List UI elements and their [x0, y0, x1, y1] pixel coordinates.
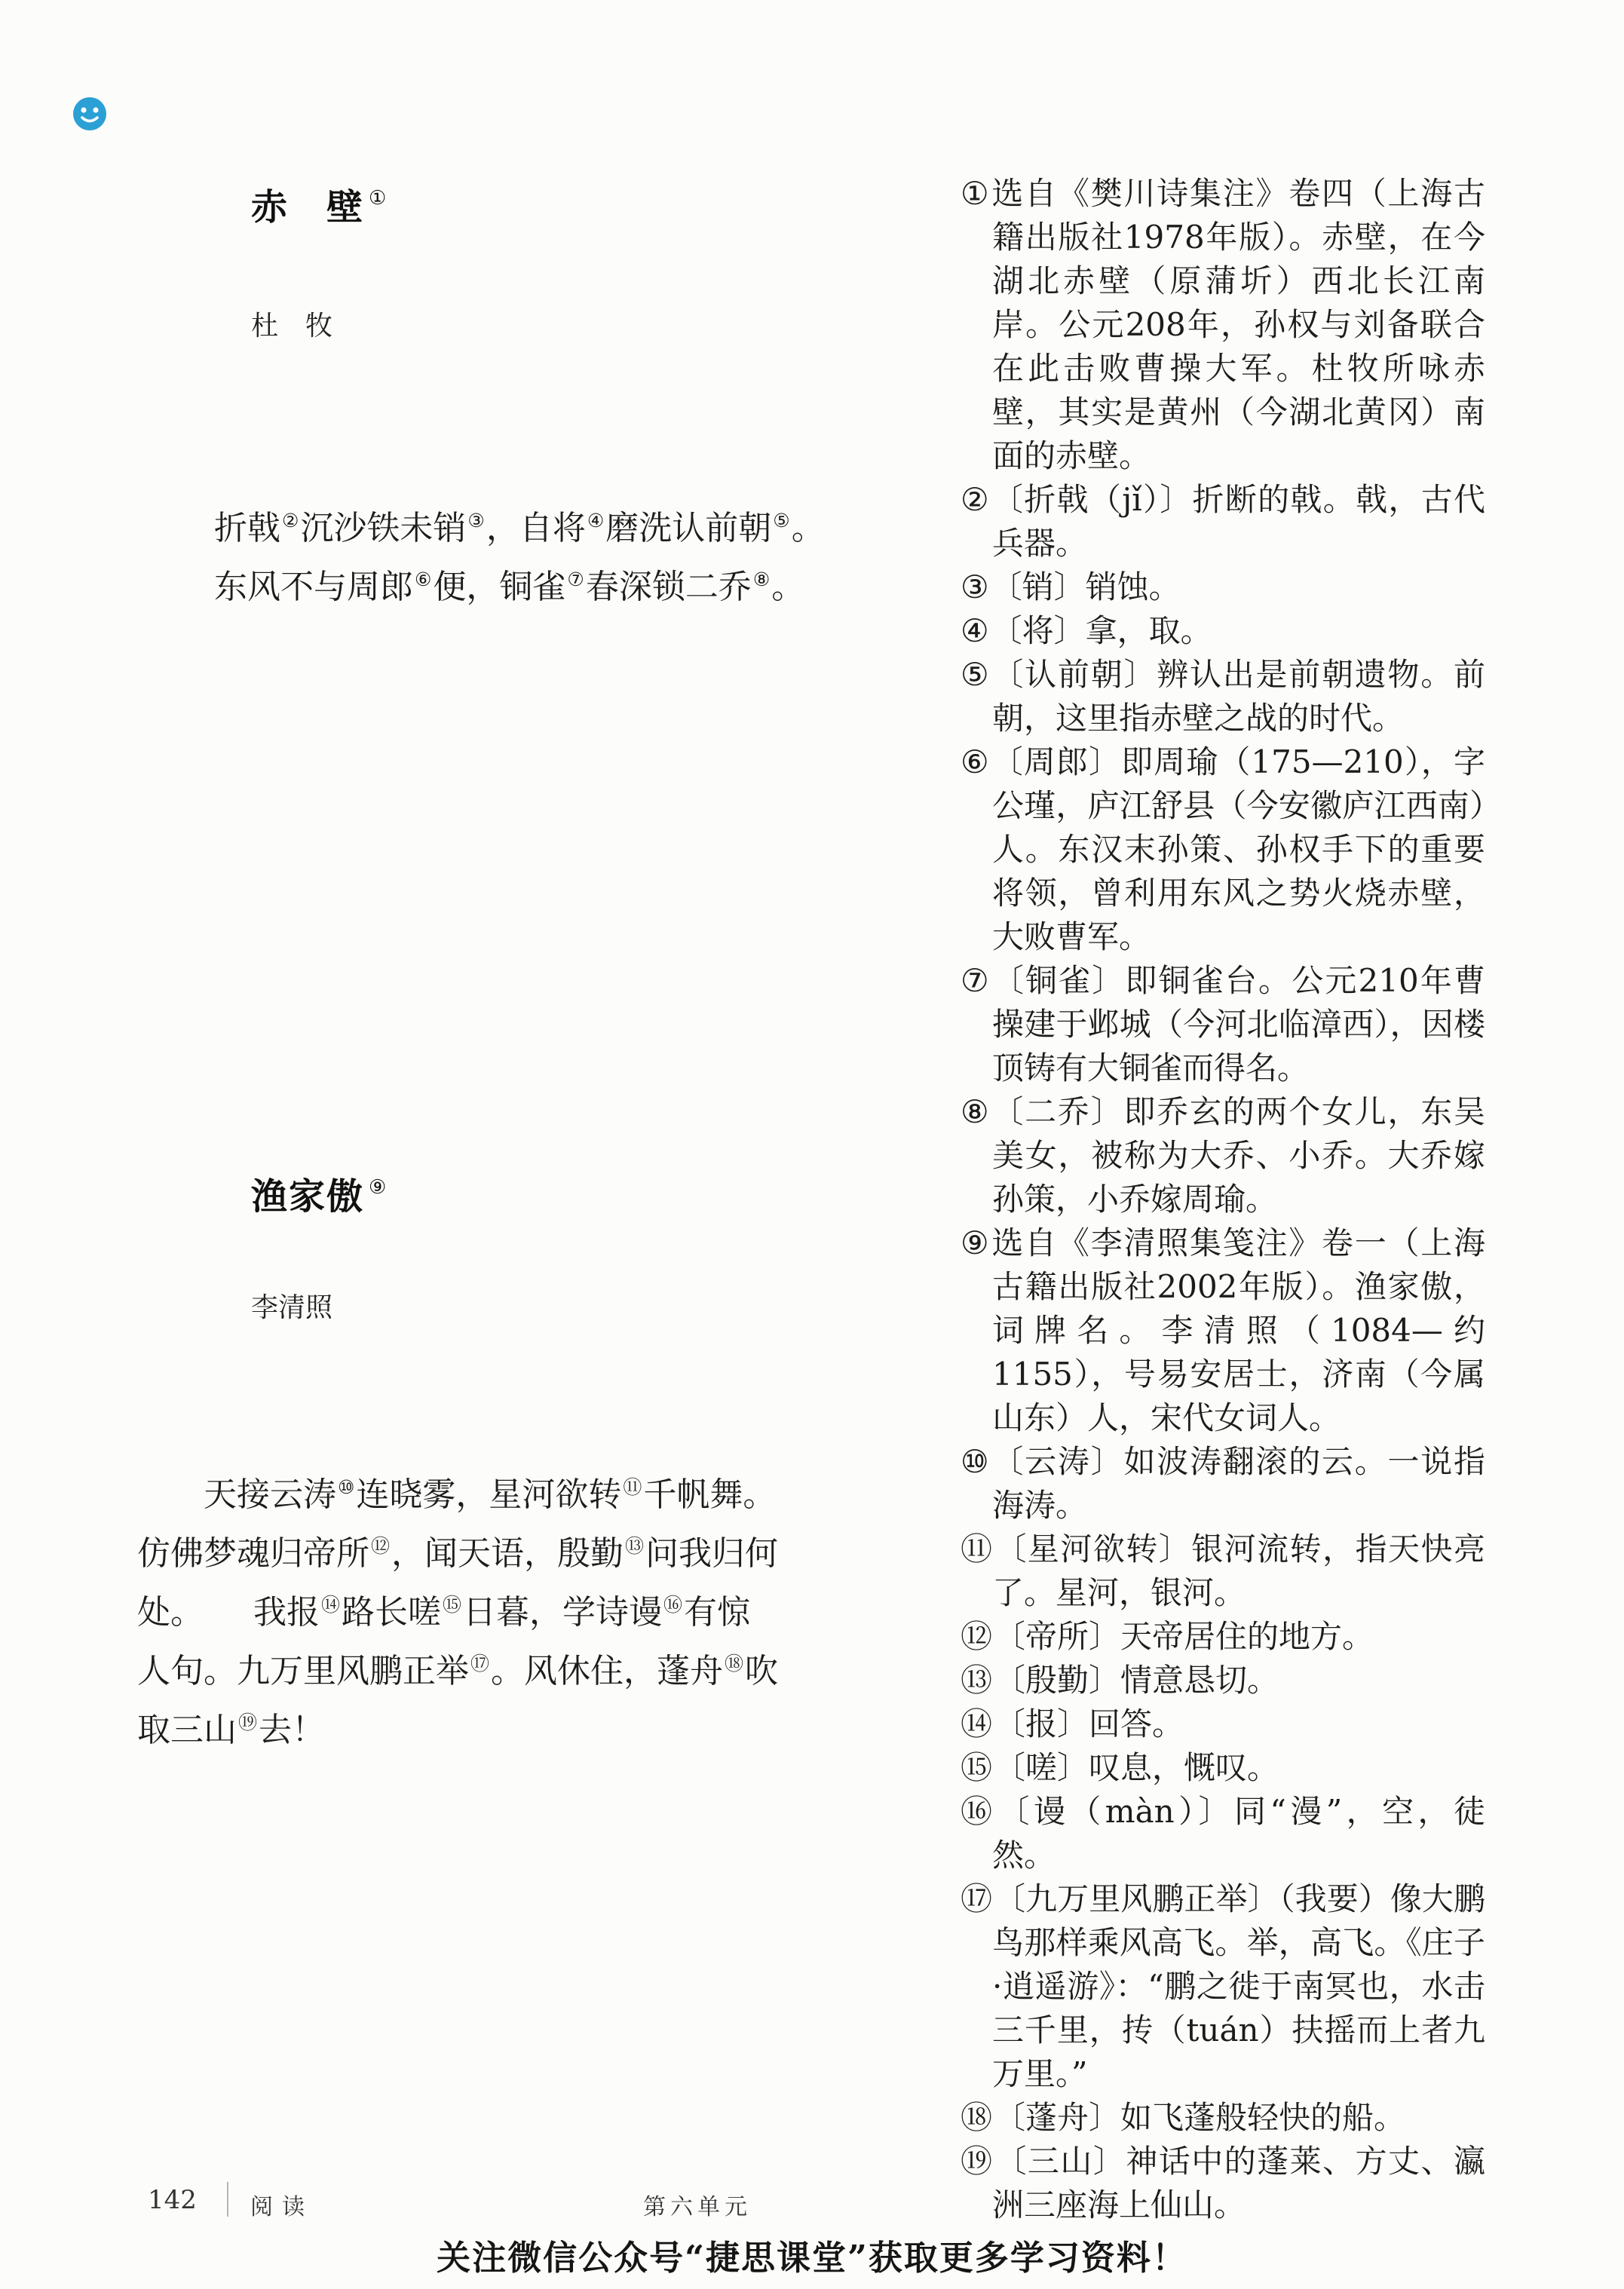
footnote-item: ③〔销〕销蚀。 — [961, 568, 1181, 605]
footnote-ref: ⑧ — [752, 568, 771, 590]
poem2-author: 李清照 — [251, 1292, 333, 1323]
poem2-title-text: 渔家傲 — [251, 1175, 365, 1218]
footnote-item: ⑮〔嗟〕叹息，慨叹。 — [961, 1749, 1279, 1786]
poem-line: 人句。九万里风鹏正举⑰。风休住，蓬舟⑱吹 — [137, 1652, 779, 1690]
footnote-marker: ③ — [961, 568, 989, 605]
footnote-marker: ⑰ — [961, 1880, 993, 1917]
footnote-marker: ⑪ — [961, 1531, 994, 1567]
footnote-ref: ④ — [587, 510, 605, 532]
footnote-item: ⑤〔认前朝〕辨认出是前朝遗物。前朝，这里指赤壁之战的时代。 — [961, 656, 1485, 737]
poem2-title-footnote-ref: ⑨ — [369, 1176, 388, 1199]
footnote-marker: ⑱ — [961, 2099, 993, 2136]
footnote-item: ⑧〔二乔〕即乔玄的两个女儿，东吴美女，被称为大乔、小乔。大乔嫁孙策，小乔嫁周瑜。 — [961, 1093, 1485, 1218]
footnote-item: ⑦〔铜雀〕即铜雀台。公元210年曹操建于邺城（今河北临漳西），因楼顶铸有大铜雀而得名。 — [961, 962, 1485, 1086]
poem1-title-text: 赤 壁 — [251, 186, 365, 228]
poem-line: 天接云涛⑩连晓雾，星河欲转⑪千帆舞。 — [137, 1475, 777, 1514]
footnote-item: ①选自《樊川诗集注》卷四（上海古籍出版社1978年版）。赤壁，在今湖北赤壁（原蒲圻）西北长江南岸。公元208年，孙权与刘备联合在此击败曹操大军。杜牧所咏赤壁，其实是黄州（今湖北黄冈）南面的赤壁。 — [961, 175, 1485, 474]
footer-unit-label: 第六单元 — [643, 2194, 752, 2220]
poem1-author: 杜 牧 — [251, 311, 333, 342]
footnote-marker: ② — [961, 481, 990, 518]
footnote-item: ⑫〔帝所〕天帝居住的地方。 — [961, 1618, 1374, 1655]
footer-divider — [227, 2182, 228, 2217]
poem1-body — [214, 499, 825, 617]
page-number: 142 — [148, 2185, 197, 2215]
footnote-item: ⑱〔蓬舟〕如飞蓬般轻快的船。 — [961, 2099, 1406, 2136]
footnotes-column — [961, 172, 1485, 2227]
footer-section-label: 阅读 — [250, 2194, 314, 2220]
footnote-item: ⑰〔九万里风鹏正举〕（我要）像大鹏鸟那样乘风高飞。举，高飞。《庄子·逍遥游》：“鹏之徙于南冥也，水击三千里，抟（tuán）扶摇而上者九万里。” — [961, 1880, 1485, 2092]
footnote-item: ⑨选自《李清照集笺注》卷一（上海古籍出版社2002年版）。渔家傲，词牌名。李清照（1084—约1155），号易安居士，济南（今属山东）人，宋代女词人。 — [961, 1224, 1485, 1436]
footnote-ref: ⑰ — [470, 1653, 490, 1675]
poem-line: 仿佛梦魂归帝所⑫，闻天语，殷勤⑬问我归何 — [137, 1534, 779, 1573]
footnote-marker: ⑭ — [961, 1705, 993, 1742]
poem-line: 折戟②沉沙铁未销③，自将④磨洗认前朝⑤。 — [214, 509, 825, 547]
footnote-item: ②〔折戟（jǐ）〕折断的戟。戟，古代兵器。 — [961, 481, 1485, 562]
footnote-item: ⑬〔殷勤〕情意恳切。 — [961, 1662, 1279, 1699]
footnote-item: ⑲〔三山〕神话中的蓬莱、方丈、瀛洲三座海上仙山。 — [961, 2143, 1485, 2223]
footnote-ref: ② — [282, 510, 299, 532]
footnote-ref: ⑥ — [415, 568, 432, 590]
footnote-ref: ③ — [467, 510, 485, 532]
footnote-marker: ⑩ — [961, 1443, 991, 1480]
footnote-ref: ⑲ — [238, 1711, 258, 1733]
footnote-ref: ⑤ — [773, 510, 790, 532]
footnote-marker: ⑨ — [961, 1224, 991, 1261]
poem-line: 处。 我报⑭路长嗟⑮日暮，学诗谩⑯有惊 — [137, 1593, 751, 1632]
footnote-ref: ⑮ — [443, 1594, 462, 1616]
footnote-marker: ⑬ — [961, 1662, 993, 1699]
footnote-item: ⑪〔星河欲转〕银河流转，指天快亮了。星河，银河。 — [961, 1531, 1485, 1611]
footnote-marker: ⑦ — [961, 962, 991, 999]
poem-line: 东风不与周郎⑥便，铜雀⑦春深锁二乔⑧。 — [214, 568, 805, 606]
footnote-ref: ⑩ — [338, 1476, 355, 1498]
footnote-item: ⑩〔云涛〕如波涛翻滚的云。一说指海涛。 — [961, 1443, 1485, 1524]
footnote-item: ⑭〔报〕回答。 — [961, 1705, 1184, 1742]
footnote-ref: ⑫ — [371, 1535, 391, 1557]
footnote-marker: ⑧ — [961, 1093, 991, 1130]
footnote-item: ④〔将〕拿，取。 — [961, 612, 1212, 649]
footnote-marker: ⑫ — [961, 1618, 993, 1655]
watermark-text: 关注微信公众号“捷思课堂”获取更多学习资料！ — [437, 2238, 1187, 2278]
poem-line: 取三山⑲去！ — [137, 1711, 326, 1749]
poem1-title — [251, 178, 388, 230]
footnote-item: ⑥〔周郎〕即周瑜（175—210），字公瑾，庐江舒县（今安徽庐江西南）人。东汉末孙策、孙权手下的重要将领，曾利用东风之势火烧赤壁，大败曹军。 — [961, 743, 1485, 955]
footnote-marker: ⑥ — [961, 743, 990, 780]
footnote-ref: ⑬ — [625, 1535, 645, 1557]
poem2-title — [251, 1167, 388, 1219]
footnote-marker: ⑲ — [961, 2143, 994, 2180]
footnote-ref: ⑯ — [663, 1594, 683, 1616]
footnote-marker: ⑤ — [961, 656, 991, 693]
footnote-item: ⑯〔谩（màn）〕同“漫”，空，徒然。 — [961, 1793, 1485, 1874]
poem2-body — [137, 1466, 778, 1760]
footnote-marker: ① — [961, 175, 991, 212]
footnote-marker: ⑮ — [961, 1749, 993, 1786]
poem1-title-footnote-ref: ① — [369, 187, 388, 210]
footnote-marker: ④ — [961, 612, 989, 649]
footnote-marker: ⑯ — [961, 1793, 997, 1830]
footnote-ref: ⑪ — [623, 1476, 642, 1498]
footnote-ref: ⑦ — [567, 568, 584, 590]
footnote-ref: ⑭ — [321, 1594, 341, 1616]
footnote-ref: ⑱ — [725, 1653, 744, 1675]
smiley-logo-icon — [71, 95, 109, 133]
